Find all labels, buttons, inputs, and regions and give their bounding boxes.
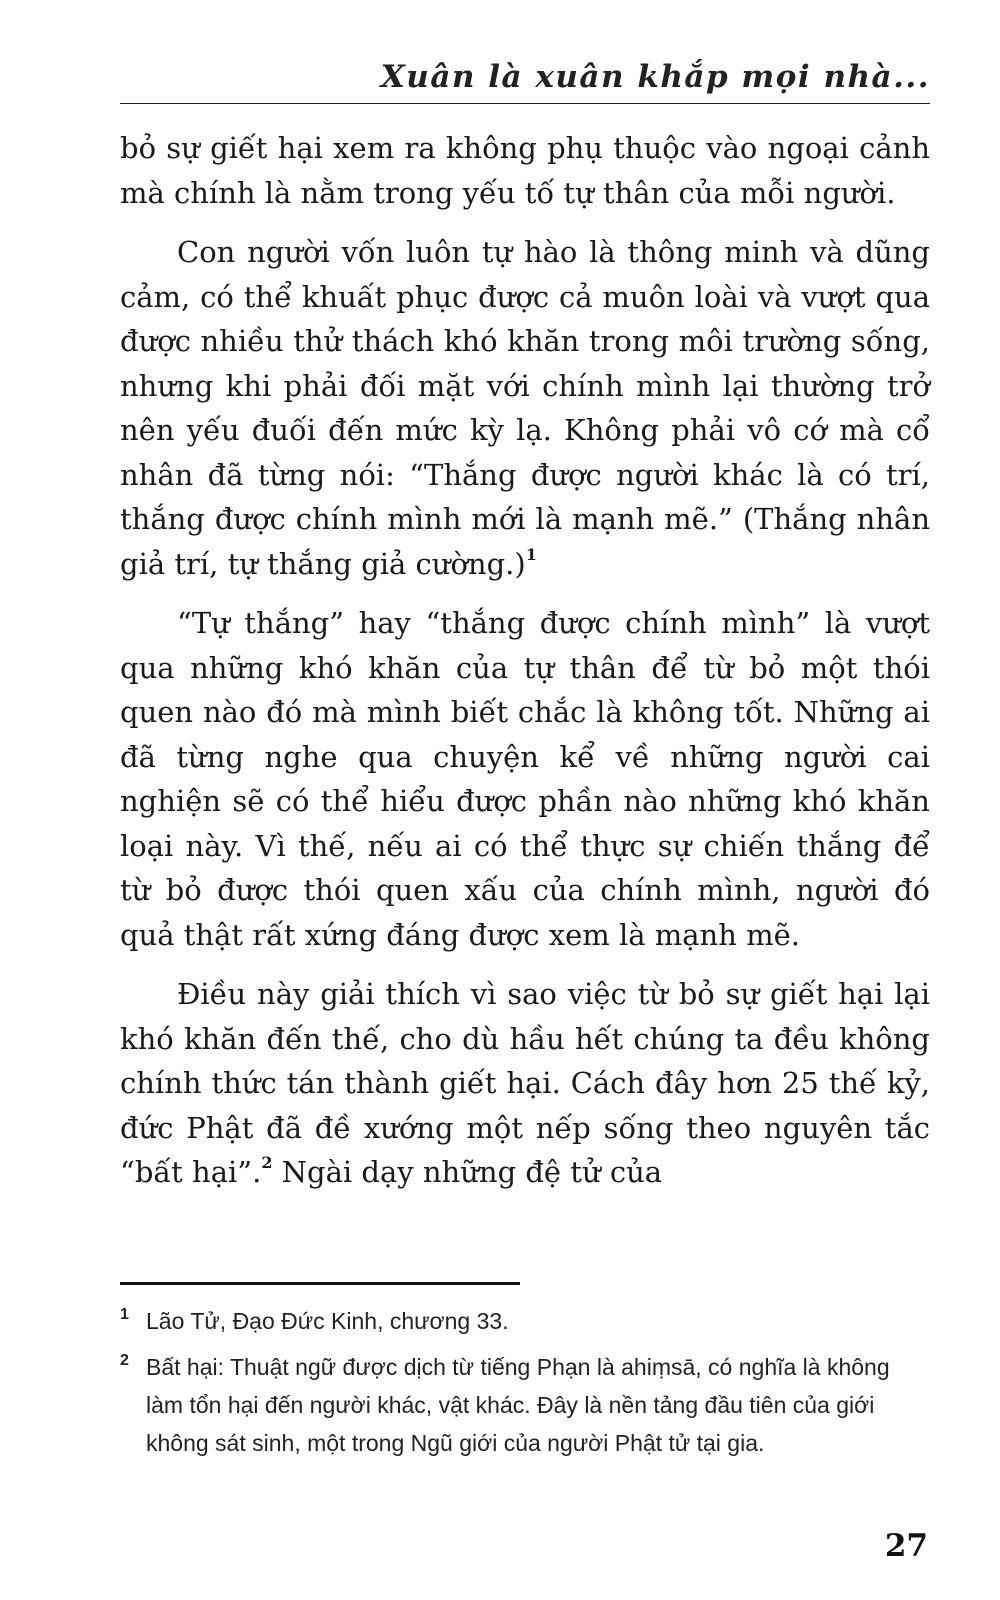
footnotes (120, 1302, 930, 1470)
paragraph-4-text-a: Điều này giải thích vì sao việc từ bỏ sự giết hại lại khó khăn đến thế, cho dù hầu hết chúng ta đều không chính thức tán thành giết hại. Cách đây hơn 25 thế kỷ, đức Phật đã đề xướng một nếp sống theo nguyên tắc “bất hại”. (120, 977, 930, 1189)
footnote-ref-2[interactable]: 2 (261, 1153, 273, 1172)
paragraph-4-text-b: Ngài dạy những đệ tử của (272, 1155, 663, 1189)
footnote-rule (120, 1282, 520, 1285)
page-number: 27 (884, 1528, 928, 1564)
paragraph-2 (120, 230, 930, 586)
body-text (120, 126, 930, 1210)
paragraph-4 (120, 972, 930, 1195)
paragraph-2-text: Con người vốn luôn tự hào là thông minh và dũng cảm, có thể khuất phục được cả muôn loài và vượt qua được nhiều thử thách khó khăn trong môi trường sống, nhưng khi phải đối mặt với chính mình lại thường trở nên yếu đuối đến mức kỳ lạ. Không phải vô cớ mà cổ nhân đã từng nói: “Thắng được người khác là có trí, thắng được chính mình mới là mạnh mẽ.” (Thắng nhân giả trí, tự thắng giả cường.) (120, 235, 930, 581)
footnote-2 (120, 1348, 930, 1462)
running-header: Xuân là xuân khắp mọi nhà... (380, 59, 930, 95)
footnote-2-mark: 2 (120, 1352, 129, 1369)
paragraph-3: “Tự thắng” hay “thắng được chính mình” là vượt qua những khó khăn của tự thân để từ bỏ một thói quen nào đó mà mình biết chắc là không tốt. Những ai đã từng nghe qua chuyện kể về những người cai nghiện sẽ có thể hiểu được phần nào những khó khăn loại này. Vì thế, nếu ai có thể thực sự chiến thắng để từ bỏ được thói quen xấu của chính mình, người đó quả thật rất xứng đáng được xem là mạnh mẽ. (120, 606, 930, 952)
footnote-1 (120, 1302, 930, 1340)
header-rule (120, 103, 930, 104)
paragraph-1: bỏ sự giết hại xem ra không phụ thuộc vào ngoại cảnh mà chính là nằm trong yếu tố tự thân của mỗi người. (120, 131, 930, 210)
footnote-2-text: Bất hại: Thuật ngữ được dịch từ tiếng Phạn là ahiṃsā, có nghĩa là không làm tổn hại đến người khác, vật khác. Đây là nền tảng đầu tiên của giới không sát sinh, một trong Ngũ giới của người Phật tử tại gia. (146, 1354, 890, 1456)
footnote-1-text: Lão Tử, Đạo Đức Kinh, chương 33. (146, 1308, 509, 1334)
footnote-1-mark: 1 (120, 1306, 129, 1323)
footnote-ref-1[interactable]: 1 (525, 544, 537, 564)
